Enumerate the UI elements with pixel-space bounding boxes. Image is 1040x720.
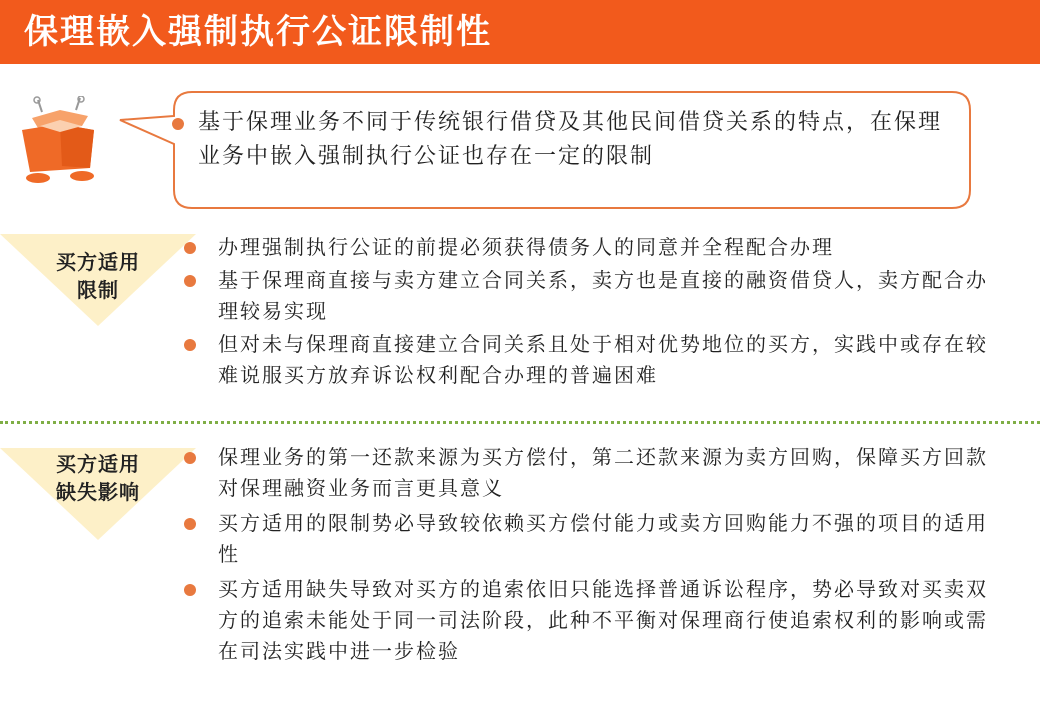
list-item: 基于保理商直接与卖方建立合同关系，卖方也是直接的融资借贷人，卖方配合办理较易实现	[218, 265, 1008, 327]
bullet-dot-icon	[184, 339, 196, 351]
bullet-dot-icon	[184, 518, 196, 530]
page-title: 保理嵌入强制执行公证限制性	[24, 12, 492, 52]
bullet-dot-icon	[184, 275, 196, 287]
bullet-dot-icon	[184, 584, 196, 596]
section-label-buyer-limit: 买方适用 限制	[56, 250, 140, 302]
bullet-dot-icon	[172, 118, 184, 130]
bullet-dot-icon	[184, 452, 196, 464]
section-list-buyer-limit	[218, 232, 1008, 391]
bullet-dot-icon	[184, 242, 196, 254]
list-item: 但对未与保理商直接建立合同关系且处于相对优势地位的买方，实践中或存在较难说服买方放弃诉讼权利配合办理的普遍困难	[218, 329, 1008, 391]
intro-text-block	[198, 106, 958, 174]
section-label-buyer-missing: 买方适用 缺失影响	[56, 452, 140, 504]
list-item: 办理强制执行公证的前提必须获得债务人的同意并全程配合办理	[218, 232, 1008, 263]
title-bar	[0, 0, 1040, 64]
intro-text: 基于保理业务不同于传统银行借贷及其他民间借贷关系的特点，在保理业务中嵌入强制执行公证也存在一定的限制	[198, 110, 943, 169]
box-robot-icon	[10, 96, 110, 188]
list-item: 买方适用的限制势必导致较依赖买方偿付能力或卖方回购能力不强的项目的适用性	[218, 508, 1008, 570]
list-item: 保理业务的第一还款来源为买方偿付，第二还款来源为卖方回购，保障买方回款对保理融资业务而言更具意义	[218, 442, 1008, 504]
section-list-buyer-missing	[218, 442, 1008, 667]
section-divider	[0, 421, 1040, 424]
list-item: 买方适用缺失导致对买方的追索依旧只能选择普通诉讼程序，势必导致对买卖双方的追索未能处于同一司法阶段，此种不平衡对保理商行使追索权利的影响或需在司法实践中进一步检验	[218, 574, 1008, 667]
